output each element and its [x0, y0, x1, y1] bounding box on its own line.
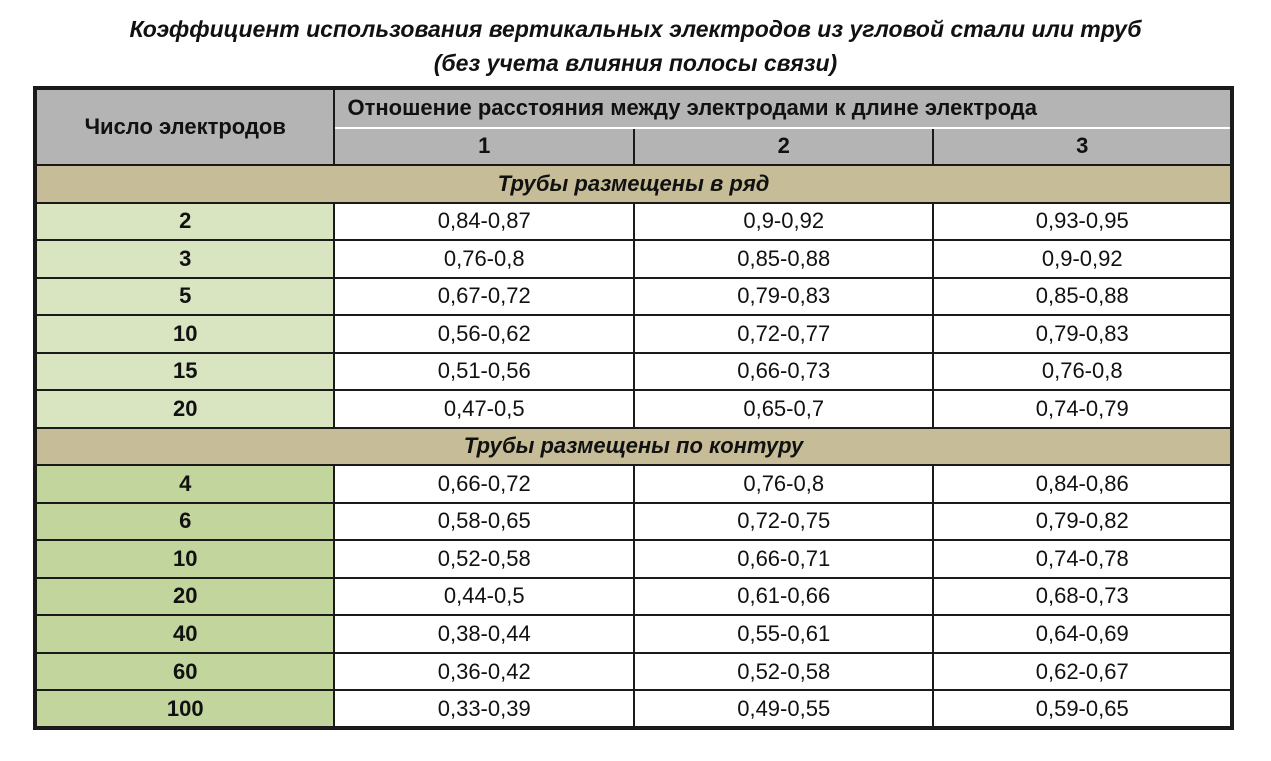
table-row: [35, 690, 1232, 728]
table-row: [35, 240, 1232, 278]
value-cell: 0,62-0,67: [933, 653, 1232, 691]
value-cell: 0,66-0,73: [634, 353, 933, 391]
electrode-count-cell: 10: [35, 540, 334, 578]
value-cell: 0,9-0,92: [933, 240, 1232, 278]
value-cell: 0,85-0,88: [933, 278, 1232, 316]
value-cell: 0,85-0,88: [634, 240, 933, 278]
table-title: [0, 12, 1271, 80]
section-title-in-row: Трубы размещены в ряд: [35, 165, 1232, 203]
value-cell: 0,67-0,72: [334, 278, 633, 316]
electrode-count-cell: 20: [35, 390, 334, 428]
table-row: [35, 353, 1232, 391]
value-cell: 0,74-0,79: [933, 390, 1232, 428]
electrode-count-cell: 60: [35, 653, 334, 691]
value-cell: 0,72-0,77: [634, 315, 933, 353]
header-ratio-3: 3: [933, 128, 1232, 166]
header-ratio-2: 2: [634, 128, 933, 166]
electrode-count-cell: 4: [35, 465, 334, 503]
value-cell: 0,38-0,44: [334, 615, 633, 653]
value-cell: 0,59-0,65: [933, 690, 1232, 728]
table-row: [35, 390, 1232, 428]
value-cell: 0,49-0,55: [634, 690, 933, 728]
value-cell: 0,79-0,82: [933, 503, 1232, 541]
title-line-1: Коэффициент использования вертикальных электродов из угловой стали или труб: [129, 16, 1142, 42]
table-row: [35, 540, 1232, 578]
header-electrode-count: Число электродов: [35, 88, 334, 165]
value-cell: 0,55-0,61: [634, 615, 933, 653]
value-cell: 0,68-0,73: [933, 578, 1232, 616]
value-cell: 0,84-0,87: [334, 203, 633, 241]
value-cell: 0,58-0,65: [334, 503, 633, 541]
electrode-count-cell: 5: [35, 278, 334, 316]
value-cell: 0,79-0,83: [634, 278, 933, 316]
table-row: [35, 203, 1232, 241]
value-cell: 0,72-0,75: [634, 503, 933, 541]
table-row: [35, 278, 1232, 316]
electrode-count-cell: 100: [35, 690, 334, 728]
value-cell: 0,93-0,95: [933, 203, 1232, 241]
header-row-top: [35, 88, 1232, 128]
value-cell: 0,79-0,83: [933, 315, 1232, 353]
value-cell: 0,56-0,62: [334, 315, 633, 353]
header-ratio-1: 1: [334, 128, 633, 166]
electrode-count-cell: 2: [35, 203, 334, 241]
table-row: [35, 615, 1232, 653]
value-cell: 0,52-0,58: [334, 540, 633, 578]
electrode-count-cell: 3: [35, 240, 334, 278]
value-cell: 0,64-0,69: [933, 615, 1232, 653]
value-cell: 0,9-0,92: [634, 203, 933, 241]
value-cell: 0,61-0,66: [634, 578, 933, 616]
section-title-contour: Трубы размещены по контуру: [35, 428, 1232, 466]
value-cell: 0,84-0,86: [933, 465, 1232, 503]
value-cell: 0,47-0,5: [334, 390, 633, 428]
electrode-count-cell: 10: [35, 315, 334, 353]
value-cell: 0,51-0,56: [334, 353, 633, 391]
table-row: [35, 315, 1232, 353]
section-row: [35, 428, 1232, 466]
electrode-count-cell: 40: [35, 615, 334, 653]
value-cell: 0,74-0,78: [933, 540, 1232, 578]
value-cell: 0,33-0,39: [334, 690, 633, 728]
electrode-count-cell: 6: [35, 503, 334, 541]
table-row: [35, 465, 1232, 503]
electrode-count-cell: 20: [35, 578, 334, 616]
value-cell: 0,52-0,58: [634, 653, 933, 691]
value-cell: 0,36-0,42: [334, 653, 633, 691]
value-cell: 0,65-0,7: [634, 390, 933, 428]
value-cell: 0,76-0,8: [634, 465, 933, 503]
value-cell: 0,76-0,8: [334, 240, 633, 278]
table-row: [35, 578, 1232, 616]
coefficient-table: [33, 86, 1234, 730]
table-row: [35, 503, 1232, 541]
electrode-count-cell: 15: [35, 353, 334, 391]
header-distance-ratio: Отношение расстояния между электродами к длине электрода: [334, 88, 1232, 128]
section-row: [35, 165, 1232, 203]
table-row: [35, 653, 1232, 691]
value-cell: 0,76-0,8: [933, 353, 1232, 391]
value-cell: 0,66-0,72: [334, 465, 633, 503]
value-cell: 0,66-0,71: [634, 540, 933, 578]
title-line-2: (без учета влияния полосы связи): [433, 50, 838, 76]
value-cell: 0,44-0,5: [334, 578, 633, 616]
